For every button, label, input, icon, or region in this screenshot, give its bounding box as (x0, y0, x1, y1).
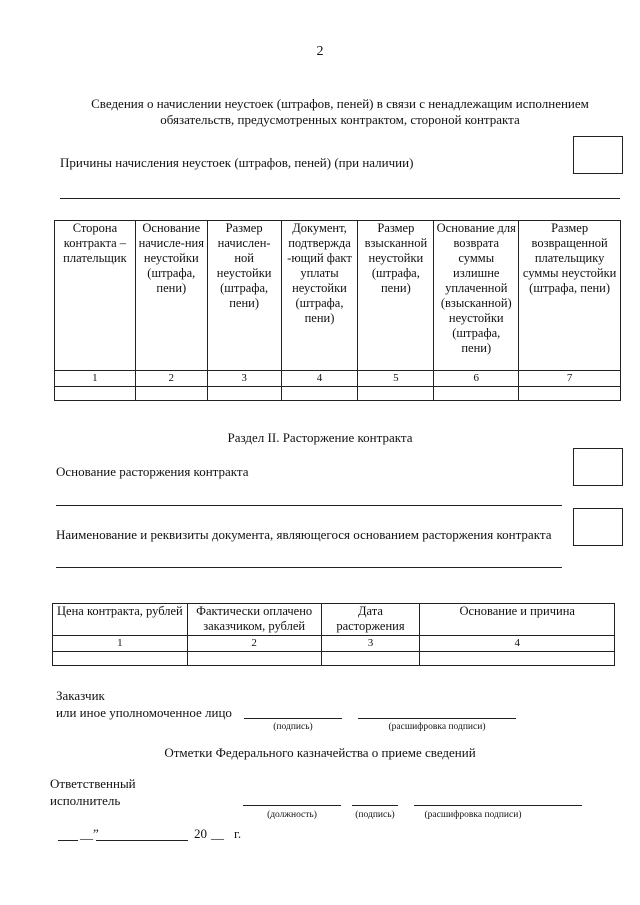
termination-basis-label: Основание расторжения контракта (56, 464, 249, 479)
table-cell[interactable] (55, 387, 136, 401)
termination-col-paid: Фактически оплачено заказчиком, рублей (187, 604, 321, 636)
executor-signature-line[interactable] (352, 805, 398, 806)
termination-table-number-row (53, 636, 615, 652)
penalty-col-refund-basis: Основание для возврата суммы излишне уплаченной (взысканной) неустойки (штрафа, пени) (434, 221, 519, 371)
table-cell[interactable] (321, 652, 420, 666)
termination-col-number: 2 (187, 636, 321, 652)
customer-signature-line[interactable] (244, 718, 342, 719)
penalty-table-header-row (55, 221, 621, 371)
executor-signature-caption: (подпись) (355, 810, 395, 820)
penalty-col-number: 2 (135, 371, 207, 387)
executor-signature-decode-line[interactable] (414, 805, 582, 806)
penalty-col-basis: Основание начисле-ния неустойки (штрафа, пени) (135, 221, 207, 371)
penalty-table-data-row[interactable] (55, 387, 621, 401)
executor-position-line[interactable] (243, 805, 341, 806)
date-month-line[interactable] (96, 840, 188, 841)
customer-authorized-label: или иное уполномоченное лицо (56, 705, 232, 720)
termination-col-date: Дата расторжения (321, 604, 420, 636)
penalty-col-collected: Размер взысканной неустойки (штрафа, пени) (358, 221, 434, 371)
date-day-line[interactable] (58, 840, 78, 841)
penalty-table-number-row (55, 371, 621, 387)
customer-signature-decode-line[interactable] (358, 718, 516, 719)
table-cell[interactable] (434, 387, 519, 401)
penalty-col-number: 4 (281, 371, 358, 387)
table-cell[interactable] (420, 652, 615, 666)
table-cell[interactable] (135, 387, 207, 401)
penalty-col-payment-doc: Документ, подтвержда -ющий факт уплаты неустойки (штрафа, пени) (281, 221, 358, 371)
termination-doc-input-line[interactable] (56, 567, 562, 568)
table-cell[interactable] (53, 652, 188, 666)
penalty-reasons-label: Причины начисления неустоек (штрафов, пеней) (при наличии) (60, 155, 414, 170)
termination-col-number: 1 (53, 636, 188, 652)
penalty-reasons-code-box[interactable] (573, 136, 623, 174)
executor-label-2: исполнитель (50, 793, 121, 808)
customer-label: Заказчик (56, 688, 105, 703)
table-cell[interactable] (281, 387, 358, 401)
section-heading: Сведения о начислении неустоек (штрафов, пеней) в связи с ненадлежащим исполнением обязательств, предусмотренных контрактом, стороной контракта (91, 96, 589, 127)
penalty-col-number: 1 (55, 371, 136, 387)
page-number: 2 (316, 44, 324, 59)
penalty-col-number: 6 (434, 371, 519, 387)
treasury-title: Отметки Федерального казначейства о приеме сведений (164, 745, 476, 760)
termination-col-reason: Основание и причина (420, 604, 615, 636)
executor-signature-decode-caption: (расшифровка подписи) (424, 810, 522, 820)
table-cell[interactable] (187, 652, 321, 666)
table-cell[interactable] (519, 387, 621, 401)
date-year-suffix: г. (234, 826, 242, 841)
termination-basis-code-box[interactable] (573, 448, 623, 486)
penalty-col-payer: Сторона контракта – плательщик (55, 221, 136, 371)
section2-title: Раздел II. Расторжение контракта (227, 430, 413, 445)
penalty-col-number: 3 (207, 371, 281, 387)
customer-signature-caption: (подпись) (273, 722, 313, 732)
termination-doc-label: Наименование и реквизиты документа, являющегося основанием расторжения контракта (56, 527, 552, 542)
date-year-blank[interactable]: __ (211, 826, 224, 841)
penalty-col-number: 7 (519, 371, 621, 387)
termination-col-price: Цена контракта, рублей (53, 604, 188, 636)
executor-position-caption: (должность) (267, 810, 317, 820)
termination-table-header-row (53, 604, 615, 636)
termination-table (52, 603, 615, 666)
penalty-reasons-input-line[interactable] (60, 198, 620, 199)
customer-signature-decode-caption: (расшифровка подписи) (388, 722, 486, 732)
date-year-prefix: 20 (194, 826, 207, 841)
termination-table-data-row[interactable] (53, 652, 615, 666)
penalty-table (54, 220, 621, 401)
termination-col-number: 4 (420, 636, 615, 652)
penalty-col-number: 5 (358, 371, 434, 387)
termination-basis-input-line[interactable] (56, 505, 562, 506)
termination-col-number: 3 (321, 636, 420, 652)
table-cell[interactable] (358, 387, 434, 401)
executor-label: Ответственный (50, 776, 136, 791)
penalty-col-refunded: Размер возвращенной плательщику суммы неустойки (штрафа, пени) (519, 221, 621, 371)
termination-doc-code-box[interactable] (573, 508, 623, 546)
table-cell[interactable] (207, 387, 281, 401)
date-quote: __” (80, 826, 99, 841)
penalty-col-accrued: Размер начислен-ной неустойки (штрафа, пени) (207, 221, 281, 371)
